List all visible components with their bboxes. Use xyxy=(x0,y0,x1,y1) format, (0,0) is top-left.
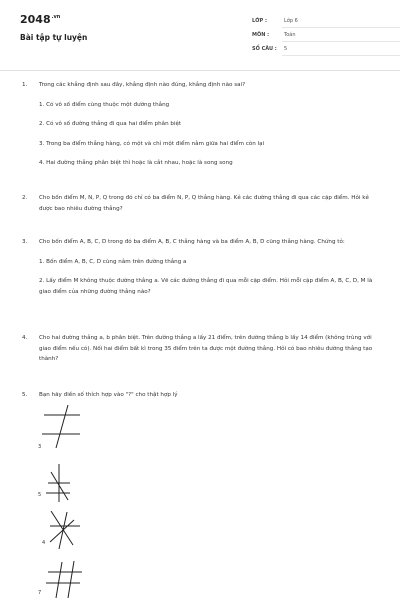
page-title: Bài tập tự luyện xyxy=(20,33,88,42)
lines-figure xyxy=(38,404,88,454)
figure-label: 3 xyxy=(38,444,42,450)
logo-domain: .vn xyxy=(51,14,61,21)
figure-2 xyxy=(38,462,83,511)
question-text: Trong các khẳng định sau đây, khẳng định nào đúng, khẳng định nào sai? xyxy=(39,82,246,88)
question-text: Cho bốn điểm M, N, P, Q trong đó chỉ có ba điểm N, P, Q thẳng hàng. Kẻ các đường thẳng đi qua các cặp điểm. Hỏi kẻ được bao nhiêu đường thẳng? xyxy=(39,195,369,212)
logo[interactable] xyxy=(20,13,60,26)
info-underline xyxy=(282,27,400,28)
figure-label: 4 xyxy=(42,540,46,546)
figure-line xyxy=(50,520,74,542)
figure-line xyxy=(56,405,68,448)
header xyxy=(0,0,400,71)
question-text: Cho hai đường thẳng a, b phân biệt. Trên đường thẳng a lấy 21 điểm, trên đường thẳng b lấy 14 điểm (không trùng với giao điểm nếu có). Nối hai điểm bất kì trong 35 điểm trên ta được một đường thẳng. Hỏi có bao nhiêu đường thẳng tạo thành? xyxy=(39,335,373,362)
logo-text: 2048 xyxy=(20,13,51,26)
question-number: 5. xyxy=(22,392,28,398)
lines-figure xyxy=(38,511,88,555)
info-label: MÔN : xyxy=(252,32,270,38)
question-number: 2. xyxy=(22,195,28,201)
figure-label: 7 xyxy=(38,590,42,596)
question-number: 1. xyxy=(22,82,28,88)
question-number: 4. xyxy=(22,335,28,341)
lines-figure xyxy=(38,558,88,600)
question-2 xyxy=(22,193,382,214)
info-label: LỚP : xyxy=(252,18,267,24)
figure-line xyxy=(68,561,74,598)
info-value: 5 xyxy=(284,46,288,52)
question-option: 4. Hai đường thẳng phân biệt thì hoặc là cắt nhau, hoặc là song song xyxy=(39,160,233,166)
question-option: 1. Có vô số điểm cùng thuộc một đường thẳng xyxy=(39,101,170,108)
figure-line xyxy=(56,562,62,598)
question-option: 3. Trong ba điểm thẳng hàng, có một và chỉ một điểm nằm giữa hai điểm còn lại xyxy=(39,140,265,147)
question-option: 2. Lấy điểm M không thuộc đường thẳng a. Vẽ các đường thẳng đi qua mỗi cặp điểm. Hỏi mỗi cặp điểm A, B, C, D, M là giao điểm của những đường thẳng nào? xyxy=(39,278,373,295)
question-5 xyxy=(22,390,382,401)
figure-label: 5 xyxy=(38,492,42,498)
question-text: Cho bốn điểm A, B, C, D trong đó ba điểm A, B, C thẳng hàng và ba điểm A, B, D cũng thẳng hàng. Chứng tỏ: xyxy=(39,239,345,245)
question-4 xyxy=(22,333,382,365)
question-1 xyxy=(22,80,382,169)
question-3 xyxy=(22,237,382,297)
figure-line xyxy=(51,511,73,545)
question-option: 2. Có vô số đường thẳng đi qua hai điểm phân biệt xyxy=(39,121,182,127)
info-underline xyxy=(282,41,400,42)
figure-4 xyxy=(38,558,88,604)
info-label: SỐ CÂU : xyxy=(252,46,277,52)
figure-1 xyxy=(38,404,88,458)
lines-figure xyxy=(38,462,83,507)
info-value: Toán xyxy=(284,32,296,38)
figure-3 xyxy=(38,511,88,559)
question-text: Bạn hãy điền số thích hợp vào "?" cho thật hợp lý xyxy=(39,392,178,398)
question-number: 3. xyxy=(22,239,28,245)
question-option: 1. Bốn điểm A, B, C, D cùng nằm trên đường thẳng a xyxy=(39,258,187,265)
info-underline xyxy=(282,55,400,56)
info-value: Lớp 6 xyxy=(284,18,298,24)
